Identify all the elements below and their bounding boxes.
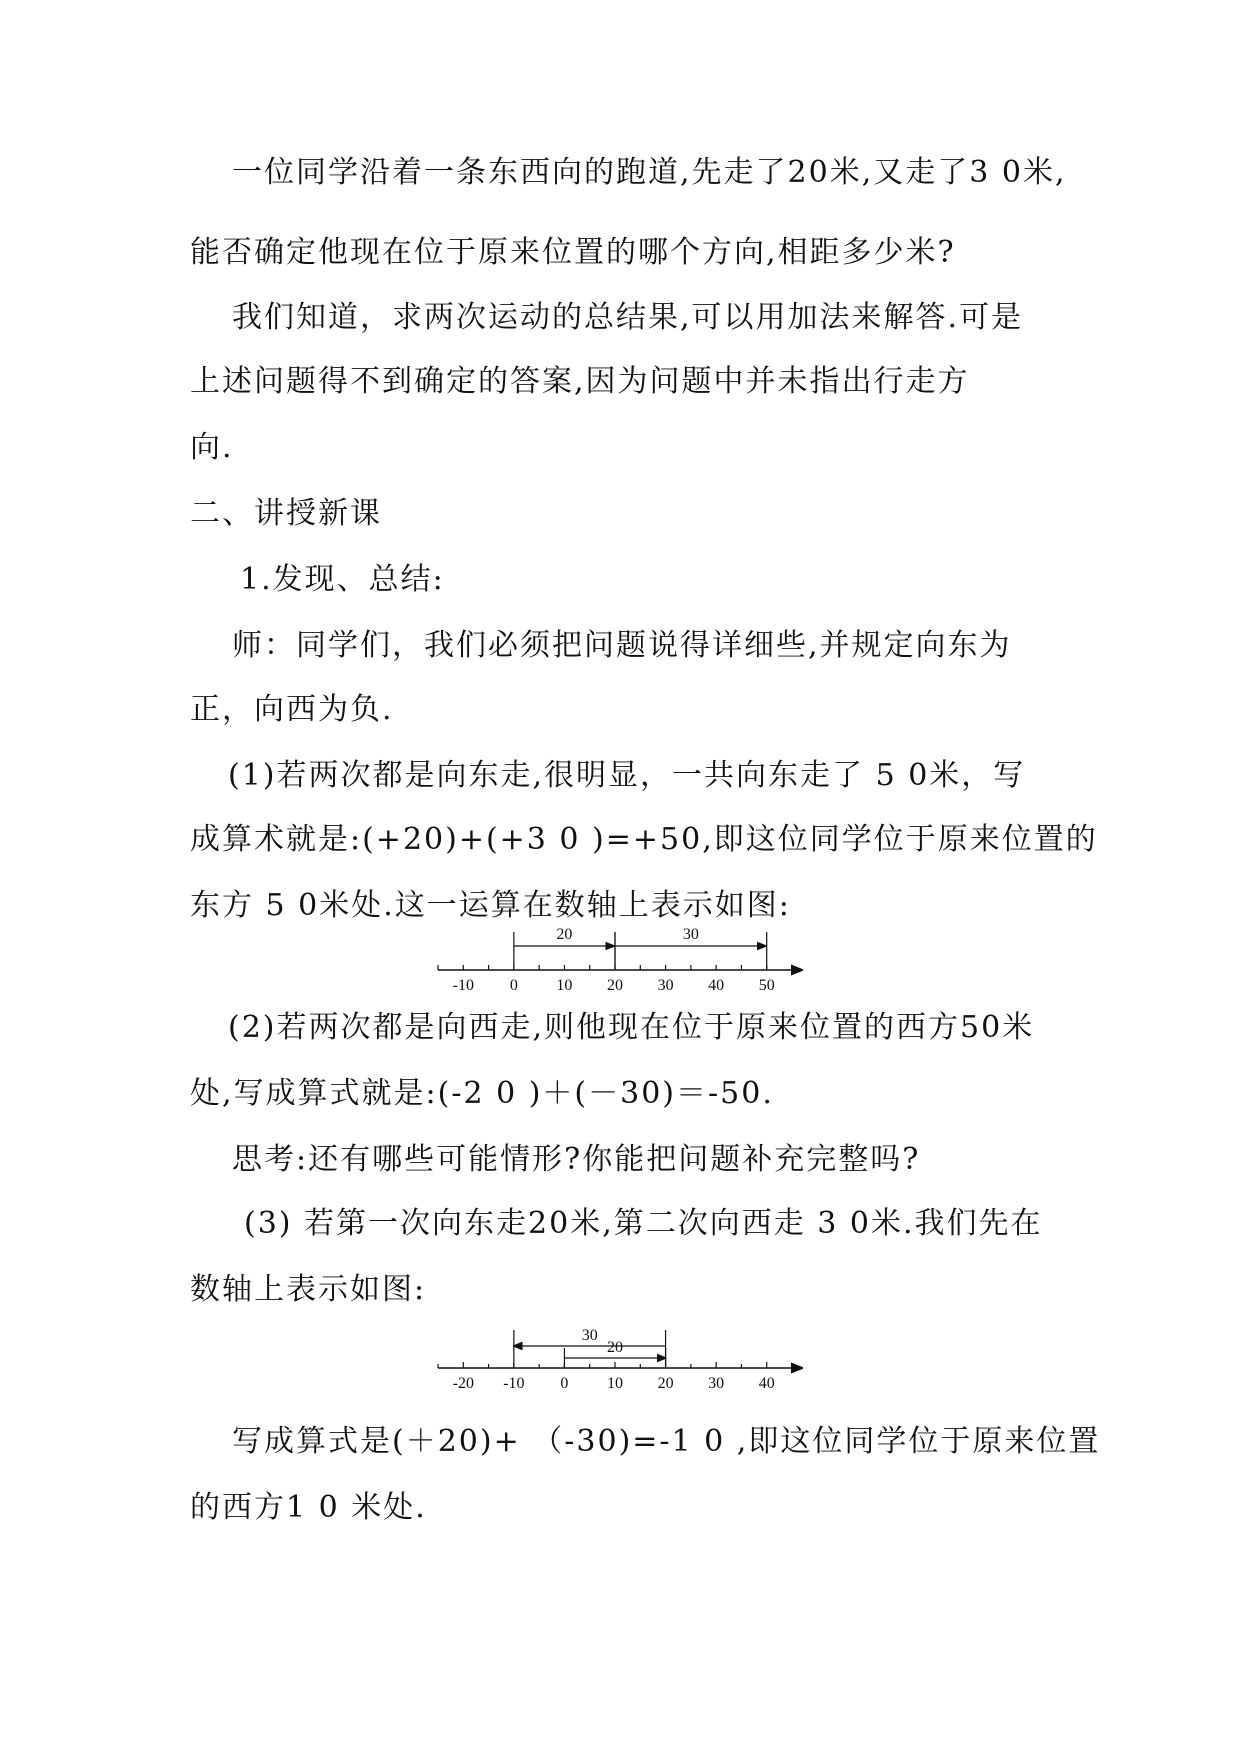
move-label: 20 xyxy=(556,926,573,943)
paragraph-line: 处,写成算式就是:(-2 0 )＋(－30)＝-50. xyxy=(190,1076,774,1111)
tick-label: -10 xyxy=(452,977,474,994)
tick-label: 30 xyxy=(708,1375,725,1392)
tick-label: 20 xyxy=(657,1375,674,1392)
paragraph-line: 东方 5 0米处.这一运算在数轴上表示如图: xyxy=(190,888,791,923)
paragraph-line: 上述问题得不到确定的答案,因为问题中并未指出行走方 xyxy=(190,364,970,399)
move-label: 20 xyxy=(607,1339,623,1356)
tick-label: 0 xyxy=(509,977,518,994)
tick-label: 10 xyxy=(607,1375,623,1392)
tick-label: 10 xyxy=(556,977,573,994)
tick-label: 30 xyxy=(657,977,674,994)
paragraph-line: (2)若两次都是向西走,则他现在位于原来位置的西方50米 xyxy=(228,1010,1035,1045)
paragraph-line: 的西方1 0 米处. xyxy=(190,1490,427,1525)
tick-label: -10 xyxy=(503,1375,525,1392)
section-heading: 二、讲授新课 xyxy=(190,496,382,531)
paragraph-line: (1)若两次都是向东走,很明显，一共向东走了 5 0米，写 xyxy=(228,758,1026,793)
paragraph-line: 写成算式是(＋20)+ （-30)=-1 0 ,即这位同学位于原来位置 xyxy=(232,1424,1101,1459)
paragraph-line: 数轴上表示如图: xyxy=(190,1272,427,1307)
subsection-heading: 1.发现、总结: xyxy=(240,562,445,597)
number-line-2 xyxy=(430,1318,810,1398)
paragraph-line: 师：同学们，我们必须把问题说得详细些,并规定向东为 xyxy=(232,628,1012,663)
tick-label: 50 xyxy=(758,977,775,994)
paragraph-line: 向. xyxy=(190,430,234,465)
paragraph-line: 一位同学沿着一条东西向的跑道,先走了20米,又走了3 0米, xyxy=(232,155,1067,190)
number-line-1 xyxy=(430,920,810,1000)
paragraph-line: 成算术就是:(+20)+(+3 0 )=+50,即这位同学位于原来位置的 xyxy=(190,822,1098,857)
paragraph-line: 我们知道，求两次运动的总结果,可以用加法来解答.可是 xyxy=(232,300,1024,335)
tick-label: -20 xyxy=(452,1375,474,1392)
move-label: 30 xyxy=(682,926,699,943)
paragraph-line: 正，向西为负. xyxy=(190,692,394,727)
tick-label: 40 xyxy=(708,977,725,994)
tick-label: 0 xyxy=(560,1375,569,1392)
move-label: 30 xyxy=(581,1327,598,1344)
tick-label: 40 xyxy=(758,1375,775,1392)
tick-label: 20 xyxy=(607,977,623,994)
paragraph-line: (3) 若第一次向东走20米,第二次向西走 3 0米.我们先在 xyxy=(244,1206,1043,1241)
paragraph-line: 思考:还有哪些可能情形?你能把问题补充完整吗? xyxy=(232,1142,921,1177)
paragraph-line: 能否确定他现在位于原来位置的哪个方向,相距多少米? xyxy=(190,235,956,270)
